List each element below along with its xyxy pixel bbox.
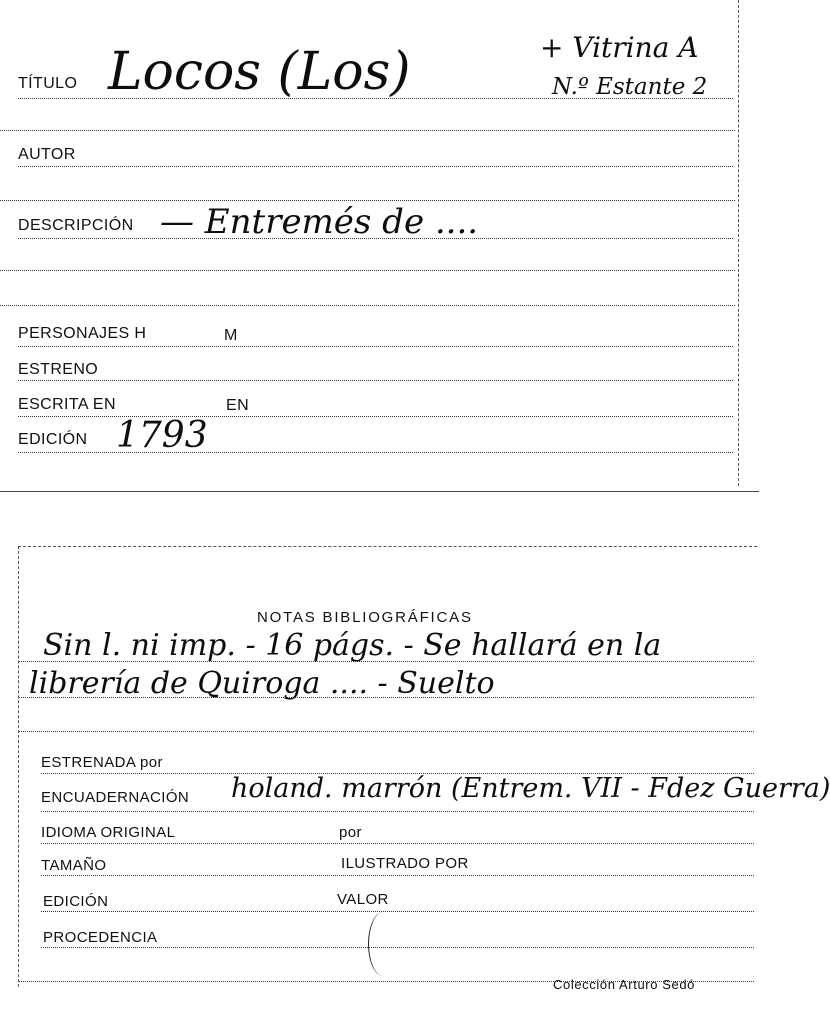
titulo-label: TÍTULO [18, 75, 78, 92]
estrenada-label: ESTRENADA por [41, 754, 163, 771]
procedencia-label: PROCEDENCIA [43, 929, 158, 946]
edicion-bottom-label: EDICIÓN [43, 893, 109, 910]
card-separator [0, 491, 759, 492]
notes-heading: NOTAS BIBLIOGRÁFICAS [257, 609, 473, 626]
edicion-label: EDICIÓN [18, 431, 88, 448]
personajes-h-label: PERSONAJES H [18, 325, 147, 342]
notes-rule-3 [19, 731, 754, 732]
valor-label: VALOR [337, 891, 389, 908]
ilustrado-label: ILUSTRADO POR [341, 855, 469, 872]
tamano-label: TAMAÑO [41, 857, 107, 874]
encuadernacion-rule [41, 811, 754, 812]
encuadernacion-label: ENCUADERNACIÓN [41, 789, 190, 806]
shelf-estante: N.º Estante 2 [552, 74, 708, 100]
titulo-rule [18, 98, 733, 99]
encuadernacion-value: holand. marrón (Entrem. VII - Fdez Guerra) [231, 773, 830, 804]
blank-rule-2 [0, 200, 735, 201]
blank-rule [0, 130, 735, 131]
handwritten-bracket [368, 912, 399, 976]
notes-line-2: librería de Quiroga .... - Suelto [29, 666, 495, 701]
titulo-value: Locos (Los) [108, 42, 411, 102]
blank-rule-4 [0, 305, 735, 306]
edicion-value: 1793 [116, 415, 208, 456]
collection-footer: Colección Arturo Sedó [553, 977, 695, 992]
idioma-rule [41, 843, 754, 844]
blank-rule-3 [0, 270, 735, 271]
shelf-vitrina: + Vitrina A [540, 31, 699, 64]
estreno-rule [18, 380, 733, 381]
edicion-rule [18, 452, 733, 453]
notes-line-1: Sin l. ni imp. - 16 págs. - Se hallará en la [43, 628, 662, 663]
estreno-label: ESTRENO [18, 361, 99, 378]
escrita-en2-label: EN [226, 397, 250, 414]
descripcion-rule [18, 238, 733, 239]
autor-rule [18, 166, 733, 167]
descripcion-label: DESCRIPCIÓN [18, 217, 134, 234]
idioma-label: IDIOMA ORIGINAL [41, 824, 176, 841]
por-label: por [339, 824, 362, 841]
tamano-rule [41, 875, 754, 876]
personajes-m-label: M [224, 327, 238, 344]
descripcion-value: — Entremés de .... [160, 202, 479, 242]
notes-rule-2 [19, 697, 754, 698]
escrita-en-label: ESCRITA EN [18, 396, 116, 413]
personajes-rule [18, 346, 733, 347]
notes-rule-1 [19, 661, 754, 662]
catalog-card-front [0, 0, 739, 486]
autor-label: AUTOR [18, 146, 76, 163]
